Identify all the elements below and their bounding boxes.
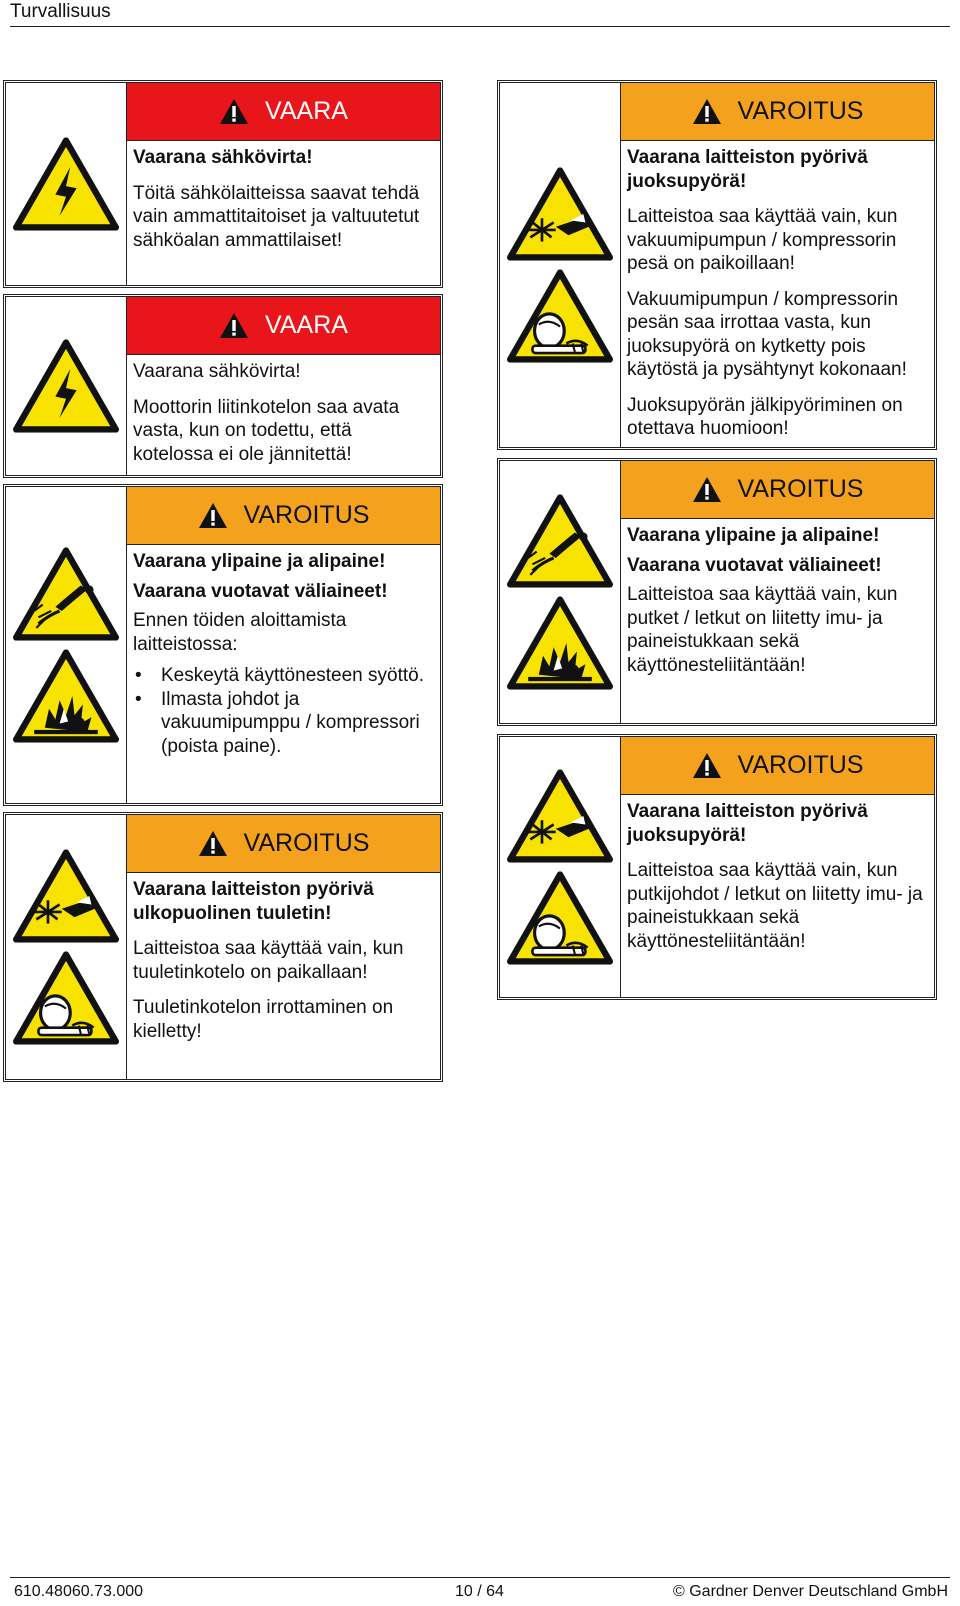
rotating-fan-hazard-icon	[507, 167, 613, 261]
notice-paragraph: Ennen töiden aloittamista laitteistossa:	[133, 610, 347, 655]
safety-notice-right-3	[497, 734, 937, 1000]
safety-notice-left-3	[3, 484, 443, 806]
page-header	[10, 0, 950, 27]
rotating-fan-hazard-icon	[13, 849, 119, 943]
hazard-title: Vaarana vuotavat väliaineet!	[627, 554, 882, 576]
safety-notice-left-1	[3, 80, 443, 288]
instruction-list	[133, 664, 434, 758]
copyright-notice: © Gardner Denver Deutschland GmbH	[672, 1583, 948, 1600]
notice-text	[127, 873, 440, 1043]
notice-icons	[6, 297, 127, 475]
crush-roller-hazard-icon	[13, 951, 119, 1045]
list-item: • Keskeytä käyttönesteen syöttö.	[155, 664, 434, 688]
signal-header-danger	[127, 83, 440, 141]
pressure-leak-hazard-icon	[507, 494, 613, 588]
hazard-title: Vaarana ylipaine ja alipaine!	[133, 551, 386, 572]
safety-notice-right-2	[497, 458, 937, 726]
exclamation-icon	[692, 752, 722, 779]
notice-paragraph: Moottorin liitinkotelon saa avata vasta, kun on todettu, että kotelossa ei ole jännitettä!	[133, 396, 400, 465]
signal-header-danger	[127, 297, 440, 355]
electric-hazard-icon	[13, 137, 119, 231]
notice-icons	[6, 83, 127, 285]
safety-notice-right-1	[497, 80, 937, 450]
exclamation-icon	[219, 312, 249, 339]
signal-word: VAARA	[265, 97, 348, 125]
signal-header-warning	[127, 815, 440, 873]
notice-text	[127, 141, 440, 252]
notice-paragraph: Juoksupyörän jälkipyöriminen on otettava huomioon!	[627, 394, 903, 439]
list-item: • Ilmasta johdot ja vakuumipumppu / kompressori (poista paine).	[155, 688, 434, 759]
page-footer	[10, 1577, 950, 1603]
exclamation-icon	[692, 476, 722, 503]
pressure-leak-hazard-icon	[13, 547, 119, 641]
hazard-title: Vaarana laitteiston pyörivä juoksupyörä!	[627, 147, 868, 192]
notice-paragraph: Laitteistoa saa käyttää vain, kun tuuletinkotelo on paikallaan!	[133, 938, 404, 983]
crush-roller-hazard-icon	[507, 871, 613, 965]
notice-paragraph: Vakuumipumpun / kompressorin pesän saa irrottaa vasta, kun juoksupyörä on kytketty pois käytöstä ja pysähtynyt kokonaan!	[627, 288, 907, 380]
section-title: Turvallisuus	[10, 1, 111, 22]
signal-header-warning	[127, 487, 440, 545]
signal-word: VAROITUS	[243, 829, 370, 857]
exclamation-icon	[198, 502, 228, 529]
exclamation-icon	[692, 98, 722, 125]
page-number: 10 / 64	[455, 1583, 504, 1600]
signal-word: VAARA	[265, 311, 348, 339]
notice-text	[127, 355, 440, 466]
hazard-title: Vaarana laitteiston pyörivä ulkopuolinen tuuletin!	[133, 879, 374, 924]
safety-notice-left-2	[3, 294, 443, 478]
notice-icons	[6, 487, 127, 803]
signal-header-warning	[621, 461, 934, 519]
signal-word: VAROITUS	[737, 97, 864, 125]
exclamation-icon	[219, 98, 249, 125]
document-number: 610.48060.73.000	[14, 1583, 144, 1600]
notice-icons	[500, 83, 621, 447]
notice-icons	[6, 815, 127, 1079]
crush-roller-hazard-icon	[507, 269, 613, 363]
notice-text	[127, 545, 440, 758]
safety-notice-left-4	[3, 812, 443, 1082]
signal-word: VAROITUS	[737, 475, 864, 503]
notice-text	[621, 141, 934, 441]
notice-paragraph: Tuuletinkotelon irrottaminen on kielletty!	[133, 997, 394, 1042]
signal-word: VAROITUS	[243, 501, 370, 529]
notice-paragraph: Laitteistoa saa käyttää vain, kun vakuumipumpun / kompressorin pesä on paikoillaan!	[627, 206, 898, 274]
electric-hazard-icon	[13, 339, 119, 433]
hazard-title: Vaarana vuotavat väliaineet!	[133, 580, 388, 602]
notice-paragraph: Laitteistoa saa käyttää vain, kun putket / letkut on liitetty imu- ja paineistukkaan sekä käyttönesteliitäntään!	[627, 584, 898, 676]
exclamation-icon	[198, 830, 228, 857]
hazard-title: Vaarana sähkövirta!	[133, 147, 313, 168]
explosion-hazard-icon	[507, 596, 613, 690]
notice-paragraph: Töitä sähkölaitteissa saavat tehdä vain ammattitaitoiset ja valtuutetut sähköalan ammattilaiset!	[133, 182, 420, 251]
explosion-hazard-icon	[13, 649, 119, 743]
notice-text	[621, 795, 934, 953]
hazard-title: Vaarana sähkövirta!	[133, 361, 301, 382]
rotating-fan-hazard-icon	[507, 769, 613, 863]
signal-header-warning	[621, 737, 934, 795]
signal-header-warning	[621, 83, 934, 141]
notice-text	[621, 519, 934, 677]
hazard-title: Vaarana ylipaine ja alipaine!	[627, 525, 880, 546]
signal-word: VAROITUS	[737, 751, 864, 779]
notice-icons	[500, 737, 621, 997]
notice-paragraph: Laitteistoa saa käyttää vain, kun putkijohdot / letkut on liitetty imu- ja paineistukkaan sekä käyttönesteliitäntään!	[627, 860, 923, 952]
notice-icons	[500, 461, 621, 723]
hazard-title: Vaarana laitteiston pyörivä juoksupyörä!	[627, 801, 868, 846]
